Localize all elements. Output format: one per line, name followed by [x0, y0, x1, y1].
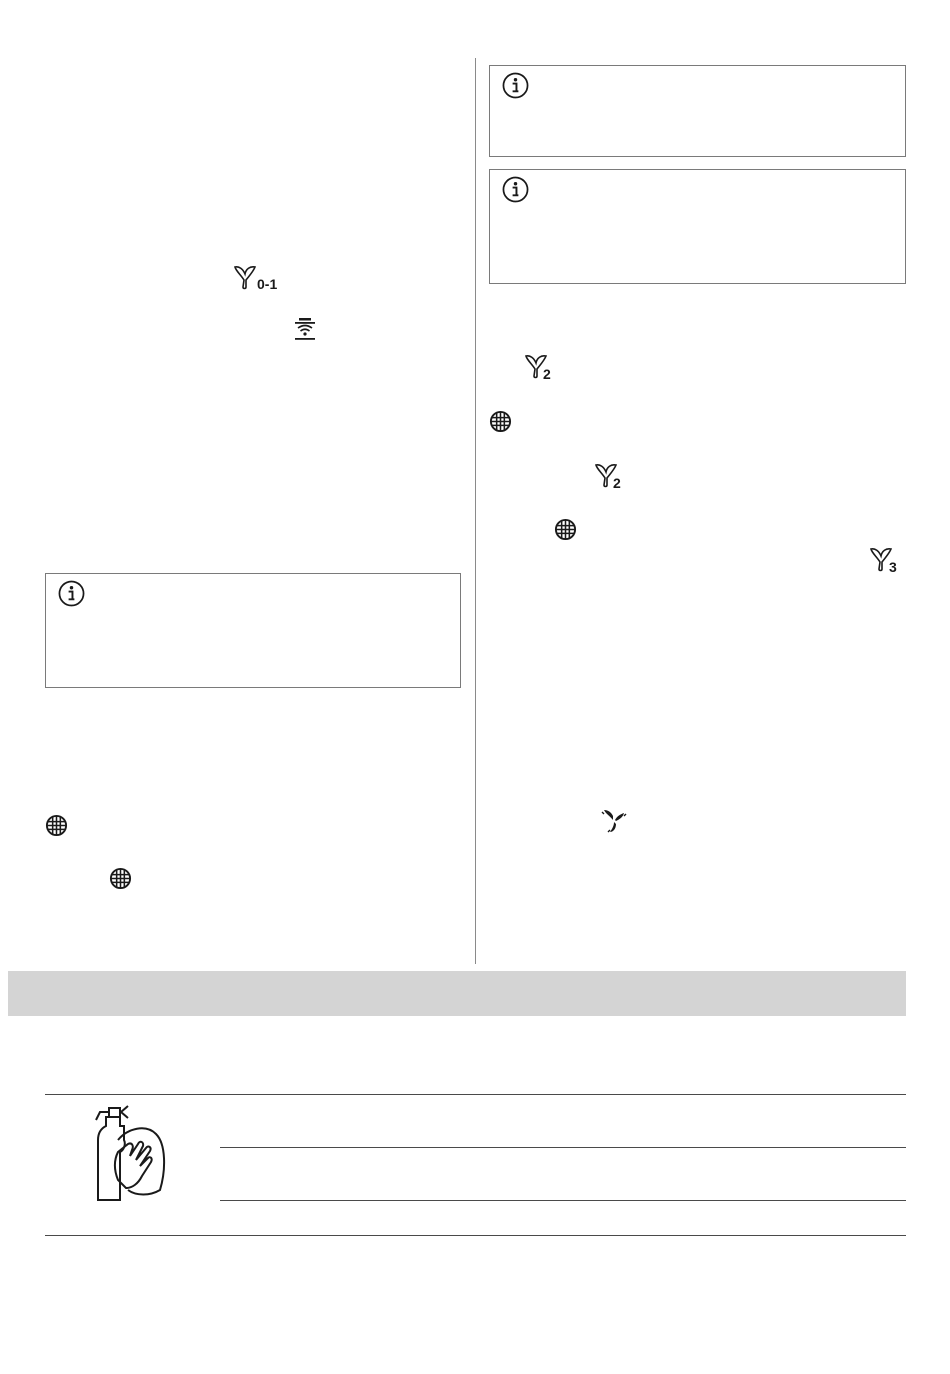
info-note-box	[45, 573, 461, 688]
info-note-box	[489, 65, 906, 157]
hob2hood-wifi-icon	[292, 317, 318, 343]
fan-boost-icon	[600, 806, 628, 834]
info-circle-icon	[58, 580, 85, 607]
fan-speed-2-label: 2	[613, 475, 621, 491]
table-bottom-rule	[45, 1235, 906, 1236]
fan-speed-0-1-icon	[232, 263, 282, 293]
column-divider	[475, 58, 476, 964]
section-heading-band	[8, 971, 906, 1016]
info-circle-icon	[502, 176, 529, 203]
fan-speed-2-icon	[523, 352, 559, 382]
table-row-divider	[220, 1200, 906, 1201]
fan-speed-3-icon	[868, 545, 904, 575]
grease-filter-grid-icon	[554, 518, 577, 541]
grease-filter-grid-icon	[109, 867, 132, 890]
fan-speed-2-label: 2	[543, 366, 551, 382]
cleaning-spray-cloth-icon	[88, 1100, 172, 1204]
fan-speed-3-label: 3	[889, 559, 897, 575]
info-note-box	[489, 169, 906, 284]
grease-filter-grid-icon	[45, 814, 68, 837]
info-circle-icon	[502, 72, 529, 99]
table-row-divider	[220, 1147, 906, 1148]
fan-speed-0-1-label: 0-1	[257, 276, 278, 292]
fan-speed-2-icon	[593, 461, 629, 491]
grease-filter-grid-icon	[489, 410, 512, 433]
table-top-rule	[45, 1094, 906, 1095]
